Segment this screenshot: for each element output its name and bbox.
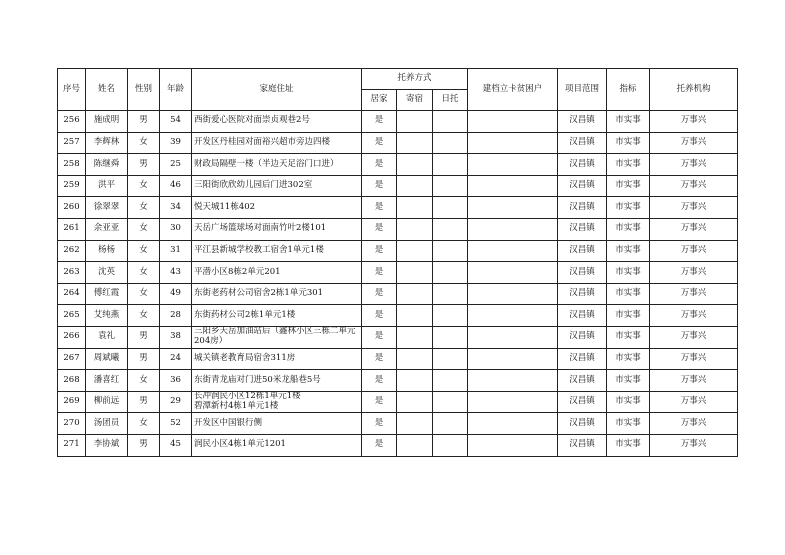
cell-gender: 男 xyxy=(128,154,160,176)
cell-address: 润民小区4栋1单元1201 xyxy=(192,434,362,456)
cell-agency: 万事兴 xyxy=(650,283,738,305)
table-row xyxy=(58,391,738,413)
cell-agency: 万事兴 xyxy=(650,154,738,176)
cell-address: 开发区中国银行侧 xyxy=(192,413,362,435)
table-row xyxy=(58,197,738,219)
cell-scope: 汉昌镇 xyxy=(558,348,607,370)
cell-name: 艾纯燕 xyxy=(86,305,128,327)
cell-gender: 女 xyxy=(128,175,160,197)
cell-poverty xyxy=(468,218,558,240)
cell-poverty xyxy=(468,370,558,392)
header-poverty: 建档立卡贫困户 xyxy=(468,69,558,111)
table-row xyxy=(58,305,738,327)
header-care-home: 居家 xyxy=(362,90,397,111)
table-row xyxy=(58,218,738,240)
cell-care-day xyxy=(433,370,468,392)
cell-care-board xyxy=(397,370,433,392)
cell-care-board xyxy=(397,391,433,413)
cell-gender: 女 xyxy=(128,283,160,305)
header-indicator: 指标 xyxy=(607,69,650,111)
cell-care-day xyxy=(433,413,468,435)
cell-scope: 汉昌镇 xyxy=(558,111,607,133)
cell-care-board xyxy=(397,240,433,262)
cell-gender: 女 xyxy=(128,132,160,154)
cell-care-day xyxy=(433,197,468,219)
cell-care-board xyxy=(397,154,433,176)
cell-care-home: 是 xyxy=(362,111,397,133)
cell-indicator: 市实事 xyxy=(607,326,650,348)
cell-scope: 汉昌镇 xyxy=(558,218,607,240)
cell-care-day xyxy=(433,154,468,176)
cell-agency: 万事兴 xyxy=(650,370,738,392)
header-age: 年龄 xyxy=(160,69,192,111)
cell-care-board xyxy=(397,283,433,305)
cell-indicator: 市实事 xyxy=(607,262,650,284)
cell-no: 268 xyxy=(58,370,86,392)
cell-care-day xyxy=(433,391,468,413)
cell-age: 28 xyxy=(160,305,192,327)
cell-agency: 万事兴 xyxy=(650,413,738,435)
cell-age: 34 xyxy=(160,197,192,219)
cell-care-board xyxy=(397,326,433,348)
cell-care-board xyxy=(397,348,433,370)
cell-indicator: 市实事 xyxy=(607,111,650,133)
table-body xyxy=(58,111,738,457)
cell-poverty xyxy=(468,283,558,305)
cell-age: 38 xyxy=(160,326,192,348)
cell-poverty xyxy=(468,413,558,435)
cell-care-day xyxy=(433,283,468,305)
cell-no: 266 xyxy=(58,326,86,348)
cell-gender: 男 xyxy=(128,111,160,133)
cell-name: 周斌曦 xyxy=(86,348,128,370)
cell-indicator: 市实事 xyxy=(607,391,650,413)
roster-sheet xyxy=(57,68,738,457)
cell-agency: 万事兴 xyxy=(650,218,738,240)
cell-poverty xyxy=(468,197,558,219)
cell-care-home: 是 xyxy=(362,434,397,456)
cell-address: 财政局隔壁一楼（半边天足浴门口进） xyxy=(192,154,362,176)
cell-agency: 万事兴 xyxy=(650,111,738,133)
cell-agency: 万事兴 xyxy=(650,326,738,348)
cell-agency: 万事兴 xyxy=(650,175,738,197)
cell-address: 天岳广场篮球场对面南竹叶2楼101 xyxy=(192,218,362,240)
cell-poverty xyxy=(468,175,558,197)
table-row xyxy=(58,413,738,435)
cell-care-home: 是 xyxy=(362,413,397,435)
cell-address: 平江县新城学校教工宿舍1单元1楼 xyxy=(192,240,362,262)
cell-care-home: 是 xyxy=(362,348,397,370)
cell-scope: 汉昌镇 xyxy=(558,262,607,284)
cell-scope: 汉昌镇 xyxy=(558,197,607,219)
cell-care-board xyxy=(397,132,433,154)
table-row xyxy=(58,175,738,197)
cell-poverty xyxy=(468,305,558,327)
cell-gender: 女 xyxy=(128,262,160,284)
table-row xyxy=(58,111,738,133)
cell-scope: 汉昌镇 xyxy=(558,240,607,262)
cell-care-home: 是 xyxy=(362,326,397,348)
cell-address: 城关镇老教育局宿舍311房 xyxy=(192,348,362,370)
cell-care-board xyxy=(397,197,433,219)
cell-indicator: 市实事 xyxy=(607,413,650,435)
cell-address: 开发区丹桂园对面裕兴超市旁边四楼 xyxy=(192,132,362,154)
cell-care-home: 是 xyxy=(362,132,397,154)
cell-care-board xyxy=(397,218,433,240)
cell-gender: 女 xyxy=(128,305,160,327)
table-row xyxy=(58,370,738,392)
cell-gender: 女 xyxy=(128,370,160,392)
cell-agency: 万事兴 xyxy=(650,240,738,262)
cell-address: 东街药材公司2栋1单元1楼 xyxy=(192,305,362,327)
cell-gender: 女 xyxy=(128,413,160,435)
cell-care-day xyxy=(433,240,468,262)
table-row xyxy=(58,326,738,348)
cell-address: 东街老药材公司宿舍2栋1单元301 xyxy=(192,283,362,305)
cell-agency: 万事兴 xyxy=(650,305,738,327)
header-care-board: 寄宿 xyxy=(397,90,433,111)
header-no: 序号 xyxy=(58,69,86,111)
cell-scope: 汉昌镇 xyxy=(558,305,607,327)
cell-address: 平潜小区8栋2单元201 xyxy=(192,262,362,284)
cell-poverty xyxy=(468,111,558,133)
cell-scope: 汉昌镇 xyxy=(558,154,607,176)
header-care-day: 日托 xyxy=(433,90,468,111)
cell-age: 30 xyxy=(160,218,192,240)
cell-care-board xyxy=(397,262,433,284)
cell-no: 257 xyxy=(58,132,86,154)
cell-age: 52 xyxy=(160,413,192,435)
cell-poverty xyxy=(468,348,558,370)
cell-scope: 汉昌镇 xyxy=(558,283,607,305)
cell-name: 施成明 xyxy=(86,111,128,133)
cell-agency: 万事兴 xyxy=(650,434,738,456)
cell-name: 李协斌 xyxy=(86,434,128,456)
table-row xyxy=(58,434,738,456)
cell-age: 45 xyxy=(160,434,192,456)
cell-indicator: 市实事 xyxy=(607,197,650,219)
cell-gender: 女 xyxy=(128,218,160,240)
cell-no: 258 xyxy=(58,154,86,176)
cell-care-day xyxy=(433,132,468,154)
cell-agency: 万事兴 xyxy=(650,132,738,154)
cell-care-home: 是 xyxy=(362,283,397,305)
cell-indicator: 市实事 xyxy=(607,132,650,154)
cell-gender: 男 xyxy=(128,326,160,348)
cell-care-day xyxy=(433,175,468,197)
cell-scope: 汉昌镇 xyxy=(558,326,607,348)
cell-gender: 男 xyxy=(128,391,160,413)
cell-no: 259 xyxy=(58,175,86,197)
cell-indicator: 市实事 xyxy=(607,240,650,262)
cell-age: 39 xyxy=(160,132,192,154)
table-row xyxy=(58,132,738,154)
cell-indicator: 市实事 xyxy=(607,348,650,370)
table-row xyxy=(58,262,738,284)
cell-care-home: 是 xyxy=(362,154,397,176)
cell-scope: 汉昌镇 xyxy=(558,370,607,392)
table-row xyxy=(58,348,738,370)
cell-indicator: 市实事 xyxy=(607,154,650,176)
cell-age: 29 xyxy=(160,391,192,413)
cell-no: 271 xyxy=(58,434,86,456)
cell-name: 袁礼 xyxy=(86,326,128,348)
table-row xyxy=(58,240,738,262)
cell-indicator: 市实事 xyxy=(607,370,650,392)
cell-no: 264 xyxy=(58,283,86,305)
cell-poverty xyxy=(468,391,558,413)
cell-care-board xyxy=(397,175,433,197)
cell-no: 261 xyxy=(58,218,86,240)
cell-name: 李辉林 xyxy=(86,132,128,154)
cell-care-home: 是 xyxy=(362,218,397,240)
cell-agency: 万事兴 xyxy=(650,348,738,370)
cell-care-day xyxy=(433,218,468,240)
cell-poverty xyxy=(468,262,558,284)
header-care-mode: 托养方式 xyxy=(362,69,468,90)
cell-name: 潘喜红 xyxy=(86,370,128,392)
cell-indicator: 市实事 xyxy=(607,434,650,456)
cell-indicator: 市实事 xyxy=(607,305,650,327)
cell-address: 三阳街欣欣幼儿园后门进302室 xyxy=(192,175,362,197)
cell-care-board xyxy=(397,111,433,133)
cell-age: 49 xyxy=(160,283,192,305)
cell-agency: 万事兴 xyxy=(650,197,738,219)
cell-name: 柳前远 xyxy=(86,391,128,413)
cell-name: 徐翠翠 xyxy=(86,197,128,219)
cell-scope: 汉昌镇 xyxy=(558,175,607,197)
cell-care-board xyxy=(397,434,433,456)
header-scope: 项目范围 xyxy=(558,69,607,111)
cell-age: 36 xyxy=(160,370,192,392)
cell-address: 悦天城11栋402 xyxy=(192,197,362,219)
cell-poverty xyxy=(468,132,558,154)
cell-care-home: 是 xyxy=(362,175,397,197)
cell-age: 46 xyxy=(160,175,192,197)
cell-agency: 万事兴 xyxy=(650,391,738,413)
cell-care-home: 是 xyxy=(362,370,397,392)
cell-name: 洪平 xyxy=(86,175,128,197)
cell-indicator: 市实事 xyxy=(607,175,650,197)
cell-care-home: 是 xyxy=(362,240,397,262)
cell-poverty xyxy=(468,326,558,348)
roster-table xyxy=(57,68,738,457)
cell-care-day xyxy=(433,326,468,348)
cell-name: 沈英 xyxy=(86,262,128,284)
cell-age: 31 xyxy=(160,240,192,262)
cell-age: 25 xyxy=(160,154,192,176)
cell-age: 54 xyxy=(160,111,192,133)
cell-indicator: 市实事 xyxy=(607,218,650,240)
table-row xyxy=(58,154,738,176)
cell-poverty xyxy=(468,240,558,262)
cell-name: 汤团员 xyxy=(86,413,128,435)
cell-care-day xyxy=(433,262,468,284)
cell-care-day xyxy=(433,348,468,370)
header-gender: 性别 xyxy=(128,69,160,111)
header-address: 家庭住址 xyxy=(192,69,362,111)
cell-age: 24 xyxy=(160,348,192,370)
cell-name: 杨杨 xyxy=(86,240,128,262)
cell-care-day xyxy=(433,434,468,456)
cell-gender: 男 xyxy=(128,348,160,370)
cell-care-home: 是 xyxy=(362,197,397,219)
cell-name: 余亚亚 xyxy=(86,218,128,240)
cell-name: 陈继舜 xyxy=(86,154,128,176)
cell-scope: 汉昌镇 xyxy=(558,434,607,456)
table-row xyxy=(58,283,738,305)
cell-gender: 男 xyxy=(128,434,160,456)
cell-no: 262 xyxy=(58,240,86,262)
cell-name: 傅红霞 xyxy=(86,283,128,305)
cell-no: 267 xyxy=(58,348,86,370)
cell-poverty xyxy=(468,434,558,456)
cell-gender: 女 xyxy=(128,197,160,219)
cell-scope: 汉昌镇 xyxy=(558,391,607,413)
cell-care-home: 是 xyxy=(362,262,397,284)
cell-address: 三阳乡天岳加油站后（鑫林小区三栋二单元204房） xyxy=(192,326,362,348)
cell-agency: 万事兴 xyxy=(650,262,738,284)
cell-gender: 女 xyxy=(128,240,160,262)
cell-no: 256 xyxy=(58,111,86,133)
cell-care-home: 是 xyxy=(362,391,397,413)
cell-address: 东街青龙庙对门进50米龙船巷5号 xyxy=(192,370,362,392)
cell-care-home: 是 xyxy=(362,305,397,327)
cell-care-board xyxy=(397,413,433,435)
cell-no: 269 xyxy=(58,391,86,413)
cell-scope: 汉昌镇 xyxy=(558,413,607,435)
cell-no: 260 xyxy=(58,197,86,219)
cell-age: 43 xyxy=(160,262,192,284)
cell-scope: 汉昌镇 xyxy=(558,132,607,154)
cell-care-day xyxy=(433,305,468,327)
cell-no: 270 xyxy=(58,413,86,435)
cell-no: 263 xyxy=(58,262,86,284)
header-name: 姓名 xyxy=(86,69,128,111)
cell-no: 265 xyxy=(58,305,86,327)
cell-poverty xyxy=(468,154,558,176)
cell-care-board xyxy=(397,305,433,327)
cell-care-day xyxy=(433,111,468,133)
cell-address: 长冲润民小区12栋1单元1楼 碧潭新村4栋1单元1楼 xyxy=(192,391,362,413)
header-agency: 托养机构 xyxy=(650,69,738,111)
cell-address: 西街爱心医院对面崇贞观巷2号 xyxy=(192,111,362,133)
cell-indicator: 市实事 xyxy=(607,283,650,305)
